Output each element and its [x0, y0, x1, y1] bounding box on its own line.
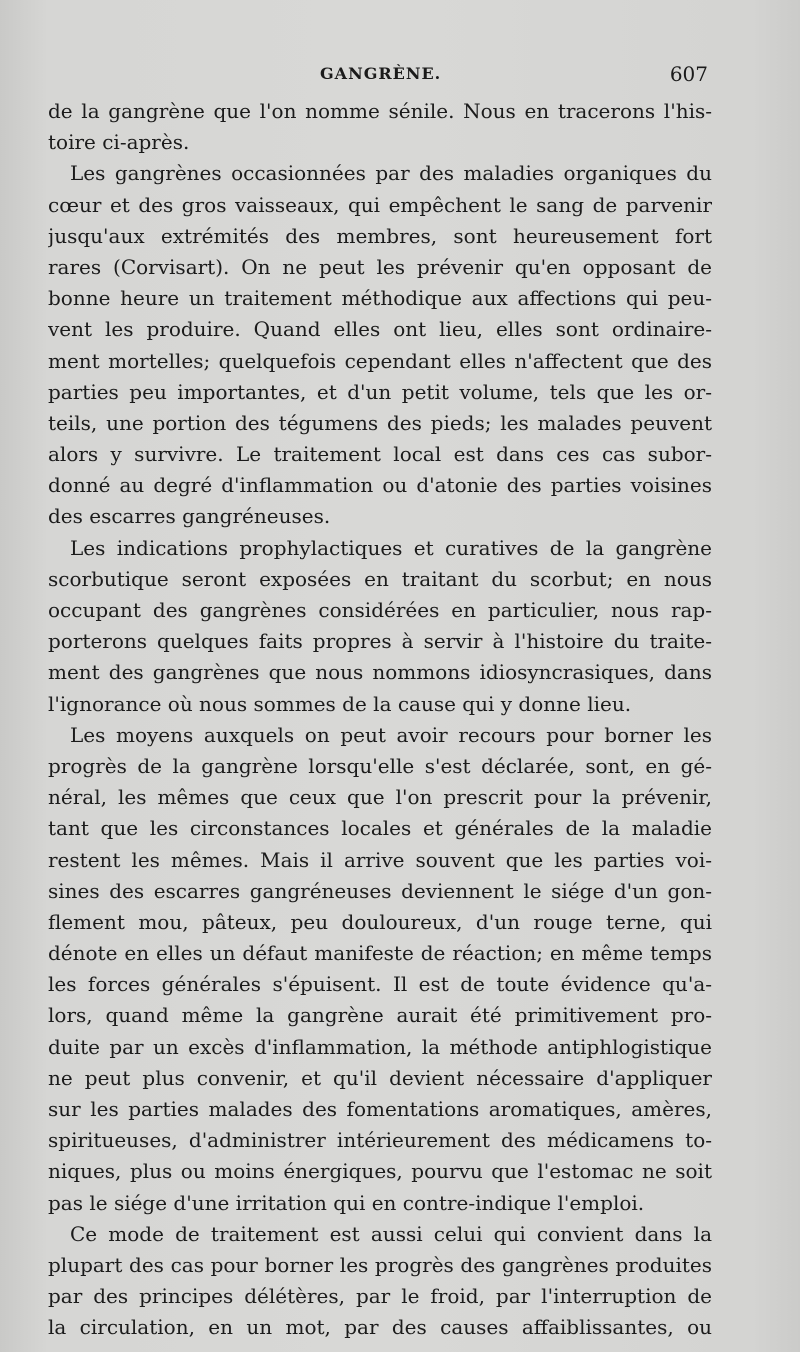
text-line: Les indications prophylactiques et curatives de la gangrène [70, 535, 712, 560]
text-line: néral, les mêmes que ceux que l'on prescrit pour la prévenir, [48, 785, 712, 810]
text-line: vent les produire. Quand elles ont lieu, elles sont ordinaire- [48, 317, 712, 342]
text-line: rares (Corvisart). On ne peut les prévenir qu'en opposant de [48, 254, 712, 279]
text-line: niques, plus ou moins énergiques, pourvu que l'estomac ne soit [48, 1159, 712, 1184]
text-line: sines des escarres gangréneuses deviennent le siége d'un gon- [48, 878, 712, 903]
page-number: 607 [669, 62, 708, 86]
text-line: toire ci-après. [48, 130, 190, 155]
text-line: plupart des cas pour borner les progrès des gangrènes produites [48, 1252, 712, 1277]
text-line: l'ignorance où nous sommes de la cause qui y donne lieu. [48, 691, 632, 716]
text-line: sur les parties malades des fomentations aromatiques, amères, [48, 1097, 712, 1121]
text-line: Les moyens auxquels on peut avoir recours pour borner les [70, 722, 712, 747]
text-line: dénote en elles un défaut manifeste de réaction; en même temps [48, 941, 712, 966]
text-line: des escarres gangréneuses. [48, 504, 331, 529]
paragraph [48, 720, 712, 1219]
text-line: ment des gangrènes que nous nommons idiosyncrasiques, dans [48, 660, 712, 685]
paragraph [48, 96, 712, 158]
text-line: duite par un excès d'inflammation, la méthode antiphlogistique [48, 1034, 712, 1059]
text-line: alors y survivre. Le traitement local est dans ces cas subor- [48, 442, 712, 467]
running-header [48, 64, 712, 88]
text-line: ne peut plus convenir, et qu'il devient nécessaire d'appliquer [48, 1065, 712, 1090]
text-line: ment mortelles; quelquefois cependant elles n'affectent que des [48, 348, 712, 373]
text-line: jusqu'aux extrémités des membres, sont heureusement fort [48, 223, 712, 248]
text-line: Ce mode de traitement est aussi celui qui convient dans la [70, 1221, 712, 1246]
text-line: la circulation, en un mot, par des causes affaiblissantes, ou [48, 1315, 712, 1340]
text-line: les forces générales s'épuisent. Il est de toute évidence qu'a- [48, 972, 712, 997]
text-line: porterons quelques faits propres à servir à l'histoire du traite- [48, 629, 712, 654]
text-line: spiritueuses, d'administrer intérieurement des médicamens to- [48, 1128, 712, 1153]
text-line: pas le siége d'une irritation qui en contre-indique l'emploi. [48, 1190, 645, 1215]
text-line: lors, quand même la gangrène aurait été primitivement pro- [48, 1003, 712, 1028]
text-line: cœur et des gros vaisseaux, qui empêchent le sang de parvenir [48, 192, 712, 217]
text-line: flement mou, pâteux, peu douloureux, d'un rouge terne, qui [48, 909, 712, 934]
text-line: tant que les circonstances locales et générales de la maladie [48, 816, 712, 841]
text-line: parties peu importantes, et d'un petit volume, tels que les or- [48, 379, 712, 404]
text-line: de la gangrène que l'on nomme sénile. Nous en tracerons l'his- [48, 99, 712, 123]
paragraph [48, 1219, 712, 1344]
paragraph [48, 533, 712, 720]
text-line: occupant des gangrènes considérées en particulier, nous rap- [48, 598, 712, 622]
text-line: Les gangrènes occasionnées par des maladies organiques du [70, 161, 712, 186]
running-title: GANGRÈNE. [320, 64, 442, 83]
paragraph [48, 158, 712, 532]
text-line: scorbutique seront exposées en traitant du scorbut; en nous [48, 566, 712, 591]
body-text [48, 96, 712, 1344]
text-line: donné au degré d'inflammation ou d'atonie des parties voisines [48, 473, 712, 498]
text-line: progrès de la gangrène lorsqu'elle s'est déclarée, sont, en gé- [48, 753, 712, 778]
text-line: teils, une portion des tégumens des pieds; les malades peuvent [48, 410, 712, 435]
text-line: par des principes délétères, par le froid, par l'interruption de [48, 1284, 712, 1309]
text-line: restent les mêmes. Mais il arrive souvent que les parties voi- [48, 847, 712, 872]
text-line: bonne heure un traitement méthodique aux affections qui peu- [48, 286, 712, 311]
